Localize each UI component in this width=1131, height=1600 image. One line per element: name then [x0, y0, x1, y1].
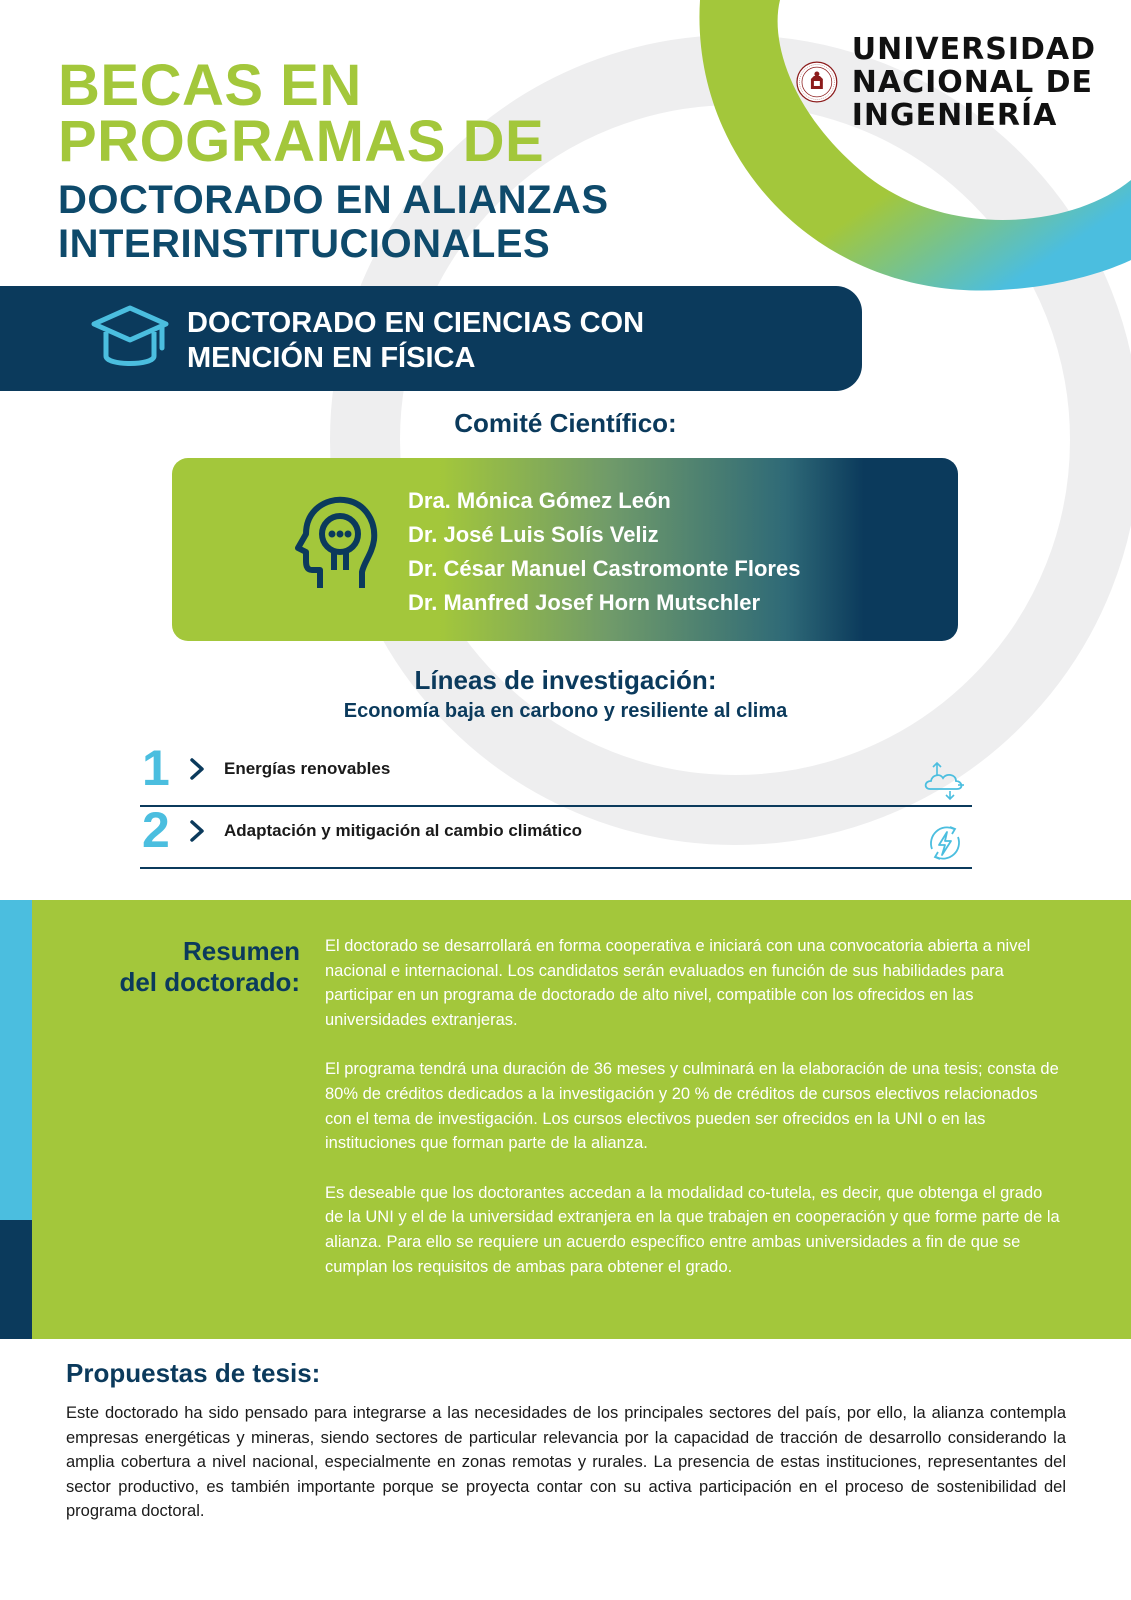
summary-heading-line-2: del doctorado: — [119, 967, 300, 997]
research-line-item — [140, 802, 972, 869]
title-line-2: PROGRAMAS DE — [58, 109, 545, 174]
research-line-item — [140, 740, 972, 807]
summary-stripe-blue — [0, 900, 32, 1220]
program-name-line-1: DOCTORADO EN CIENCIAS CON — [187, 307, 645, 339]
university-name — [852, 33, 1096, 132]
summary-paragraph: El doctorado se desarrollará en forma cooperativa e iniciará con una convocatoria abierta a nivel nacional e internacional. Los candidatos serán evaluados en función de sus habilidades para participar en un programa de doctorado de alto nivel, compatible con los ofrecidos en las universidades extranjeras. — [325, 937, 1031, 1029]
program-name — [187, 306, 644, 376]
page-title — [58, 53, 609, 266]
committee-members — [408, 484, 800, 620]
title-line-1: BECAS EN — [58, 53, 362, 118]
committee-card — [172, 458, 958, 641]
title-line-4: INTERINSTITUCIONALES — [58, 222, 551, 266]
committee-title: Comité Científico: — [454, 408, 677, 438]
proposals-title: Propuestas de tesis: — [66, 1358, 321, 1388]
summary-stripe-dark — [0, 1220, 32, 1339]
chevron-right-icon — [188, 819, 206, 843]
research-title: Líneas de investigación: — [414, 665, 717, 695]
research-line-label: Energías renovables — [224, 759, 391, 778]
graduation-cap-icon — [90, 302, 170, 376]
summary-body — [325, 934, 1065, 1304]
summary-heading — [60, 936, 300, 998]
committee-member: Dra. Mónica Gómez León — [408, 488, 671, 513]
title-line-3: DOCTORADO EN ALIANZAS — [58, 178, 609, 222]
research-subtitle: Economía baja en carbono y resiliente al clima — [343, 700, 788, 722]
program-banner — [0, 286, 862, 391]
research-line-label: Adaptación y mitigación al cambio climático — [224, 821, 583, 840]
summary-paragraph: Es deseable que los doctorantes accedan a la modalidad co-tutela, es decir, que obtenga el grado de la UNI y el de la universidad extranjera en la que trabajen en cooperación y que forme parte de la alianza. Para ello se requiere un acuerdo específico entre ambas universidades a fin de que se cumplan los requisitos de ambas para obtener el grado. — [325, 1183, 1060, 1276]
university-name-line-1: UNIVERSIDAD — [851, 31, 1096, 67]
program-name-line-2: MENCIÓN EN FÍSICA — [187, 342, 476, 374]
university-seal-icon — [796, 40, 838, 124]
university-logo — [796, 32, 1096, 132]
research-lines — [140, 740, 972, 869]
committee-member: Dr. Manfred Josef Horn Mutschler — [408, 590, 761, 615]
chevron-right-icon — [188, 757, 206, 781]
proposals-body: Este doctorado ha sido pensado para integrarse a las necesidades de los principales sectores del país, por ello, la alianza contempla empresas energéticas y mineras, siendo sectores de particular relevancia por la capacidad de tracción de desarrollo considerando la amplia cobertura a nivel nacional, especialmente en zonas remotas y rurales. La presencia de estas instituciones, representantes del sector productivo, es también importante porque se proyecta contar con su activa participación en el proceso de sostenibilidad del programa doctoral. — [66, 1404, 1066, 1521]
university-name-line-3: INGENIERÍA — [851, 97, 1058, 133]
university-name-line-2: NACIONAL DE — [851, 64, 1094, 100]
cloud-energy-icon — [924, 761, 966, 801]
summary-paragraph: El programa tendrá una duración de 36 meses y culminará en la elaboración de una tesis; consta de 80% de créditos dedicados a la investigación y 20 % de créditos de cursos electivos relacionados con el tema de investigación. Los cursos electivos pueden ser ofrecidos en la UNI o en las instituciones que forman parte de la alianza. — [325, 1060, 1059, 1153]
renewable-bolt-icon — [924, 823, 966, 863]
committee-member: Dr. César Manuel Castromonte Flores — [408, 556, 801, 581]
research-line-number: 2 — [142, 802, 170, 858]
head-idea-icon — [290, 492, 380, 592]
summary-heading-line-1: Resumen — [182, 936, 300, 966]
summary-section — [0, 900, 1131, 1339]
committee-member: Dr. José Luis Solís Veliz — [408, 522, 659, 547]
research-line-number: 1 — [142, 740, 170, 796]
